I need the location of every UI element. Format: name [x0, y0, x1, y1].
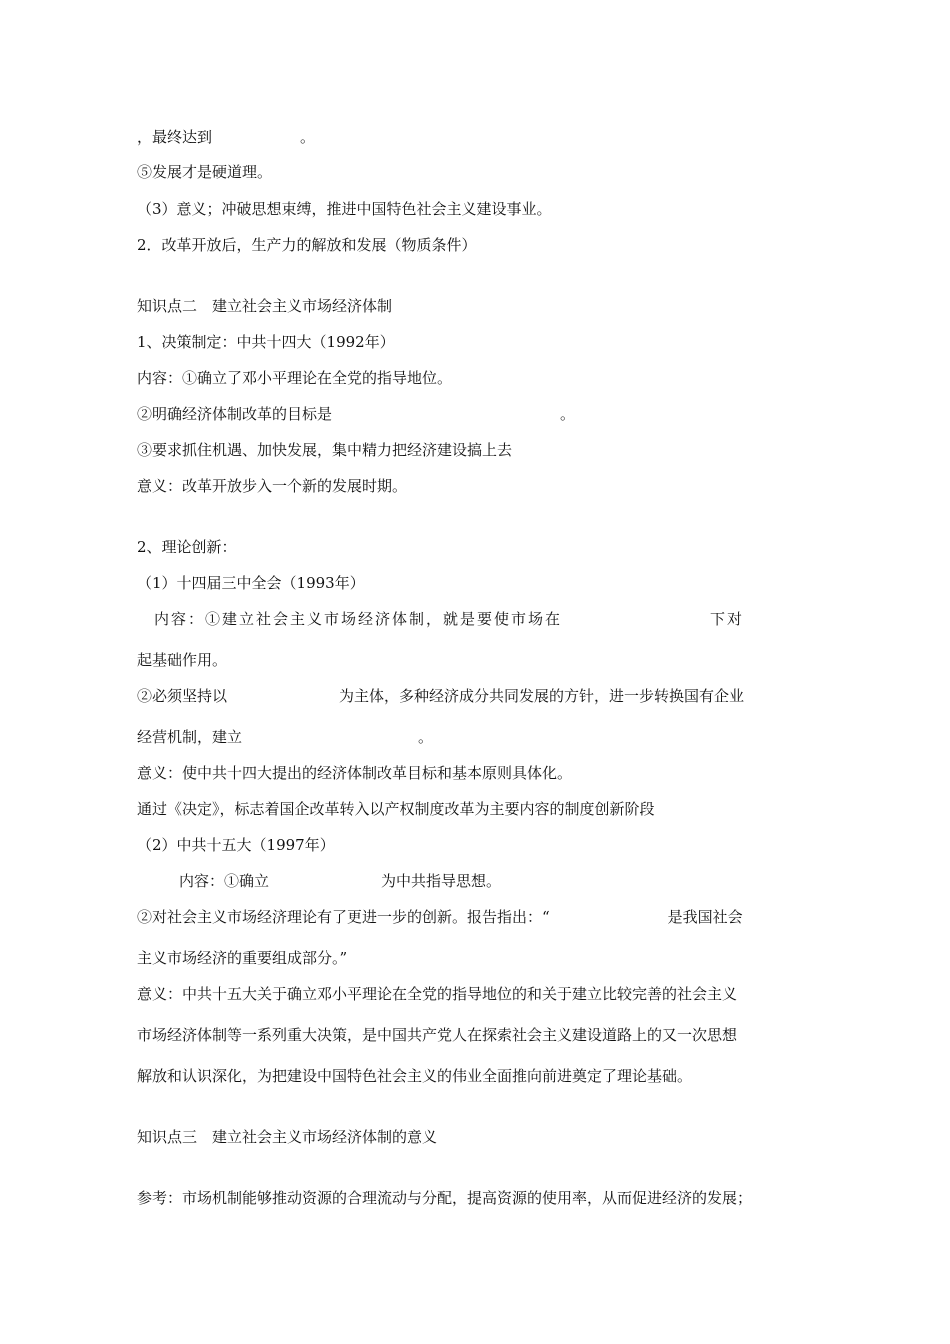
text-line: [137, 727, 433, 747]
text-line: 主义市场经济的重要组成部分。”: [137, 949, 348, 967]
text-segment: 为主体，多种经济成分共同发展的方针，进一步转换国有企业: [339, 687, 745, 705]
section-heading: 知识点三 建立社会主义市场经济体制的意义: [137, 1128, 438, 1146]
text-line: ⑤发展才是硬道理。: [137, 163, 273, 181]
text-line: 2．改革开放后，生产力的解放和发展（物质条件）: [137, 236, 477, 254]
text-segment: 经营机制，建立: [137, 728, 243, 746]
text-segment: 。: [418, 728, 434, 746]
text-line: [179, 871, 501, 891]
text-segment: ②对社会主义市场经济理论有了更进一步的创新。报告指出：“: [137, 908, 550, 926]
text-segment: ，最终达到: [137, 128, 213, 146]
text-line: 1、决策制定：中共十四大（1992年）: [137, 333, 395, 351]
text-line: 意义：使中共十四大提出的经济体制改革目标和基本原则具体化。: [137, 764, 573, 782]
text-line: [137, 907, 743, 927]
text-segment: 是我国社会: [667, 908, 743, 926]
text-line: 通过《决定》，标志着国企改革转入以产权制度改革为主要内容的制度创新阶段: [137, 800, 655, 818]
text-line: 市场经济体制等一系列重大决策，是中国共产党人在探索社会主义建设道路上的又一次思想: [137, 1026, 738, 1044]
text-line: 内容：①确立了邓小平理论在全党的指导地位。: [137, 369, 453, 387]
text-line: 解放和认识深化，为把建设中国特色社会主义的伟业全面推向前进奠定了理论基础。: [137, 1067, 693, 1085]
text-segment: 。: [560, 405, 576, 423]
text-line: [154, 609, 744, 629]
text-line: ③要求抓住机遇、加快发展，集中精力把经济建设搞上去: [137, 441, 513, 459]
section-heading: 知识点二 建立社会主义市场经济体制: [137, 297, 393, 315]
text-line: （2）中共十五大（1997年）: [137, 836, 335, 854]
text-segment: ②必须坚持以: [137, 687, 228, 705]
text-line: 起基础作用。: [137, 651, 228, 669]
text-line: [137, 686, 744, 706]
text-segment: 下对: [710, 610, 745, 628]
text-line: （3）意义；冲破思想束缚，推进中国特色社会主义建设事业。: [137, 200, 552, 218]
text-segment: ②明确经济体制改革的目标是: [137, 405, 333, 423]
text-line: 意义：改革开放步入一个新的发展时期。: [137, 477, 408, 495]
text-segment: 内容：①确立: [179, 872, 270, 890]
text-line: 参考：市场机制能够推动资源的合理流动与分配，提高资源的使用率，从而促进经济的发展；: [137, 1189, 753, 1207]
text-line: 2、理论创新：: [137, 538, 237, 556]
text-line: [137, 404, 575, 424]
text-segment: 内容：①建立社会主义市场经济体制，就是要使市场在: [154, 610, 563, 628]
text-segment: 为中共指导思想。: [381, 872, 502, 890]
text-line: [137, 127, 315, 147]
text-line: （1）十四届三中全会（1993年）: [137, 574, 365, 592]
text-segment: 。: [300, 128, 316, 146]
text-line: 意义：中共十五大关于确立邓小平理论在全党的指导地位的和关于建立比较完善的社会主义: [137, 985, 738, 1003]
